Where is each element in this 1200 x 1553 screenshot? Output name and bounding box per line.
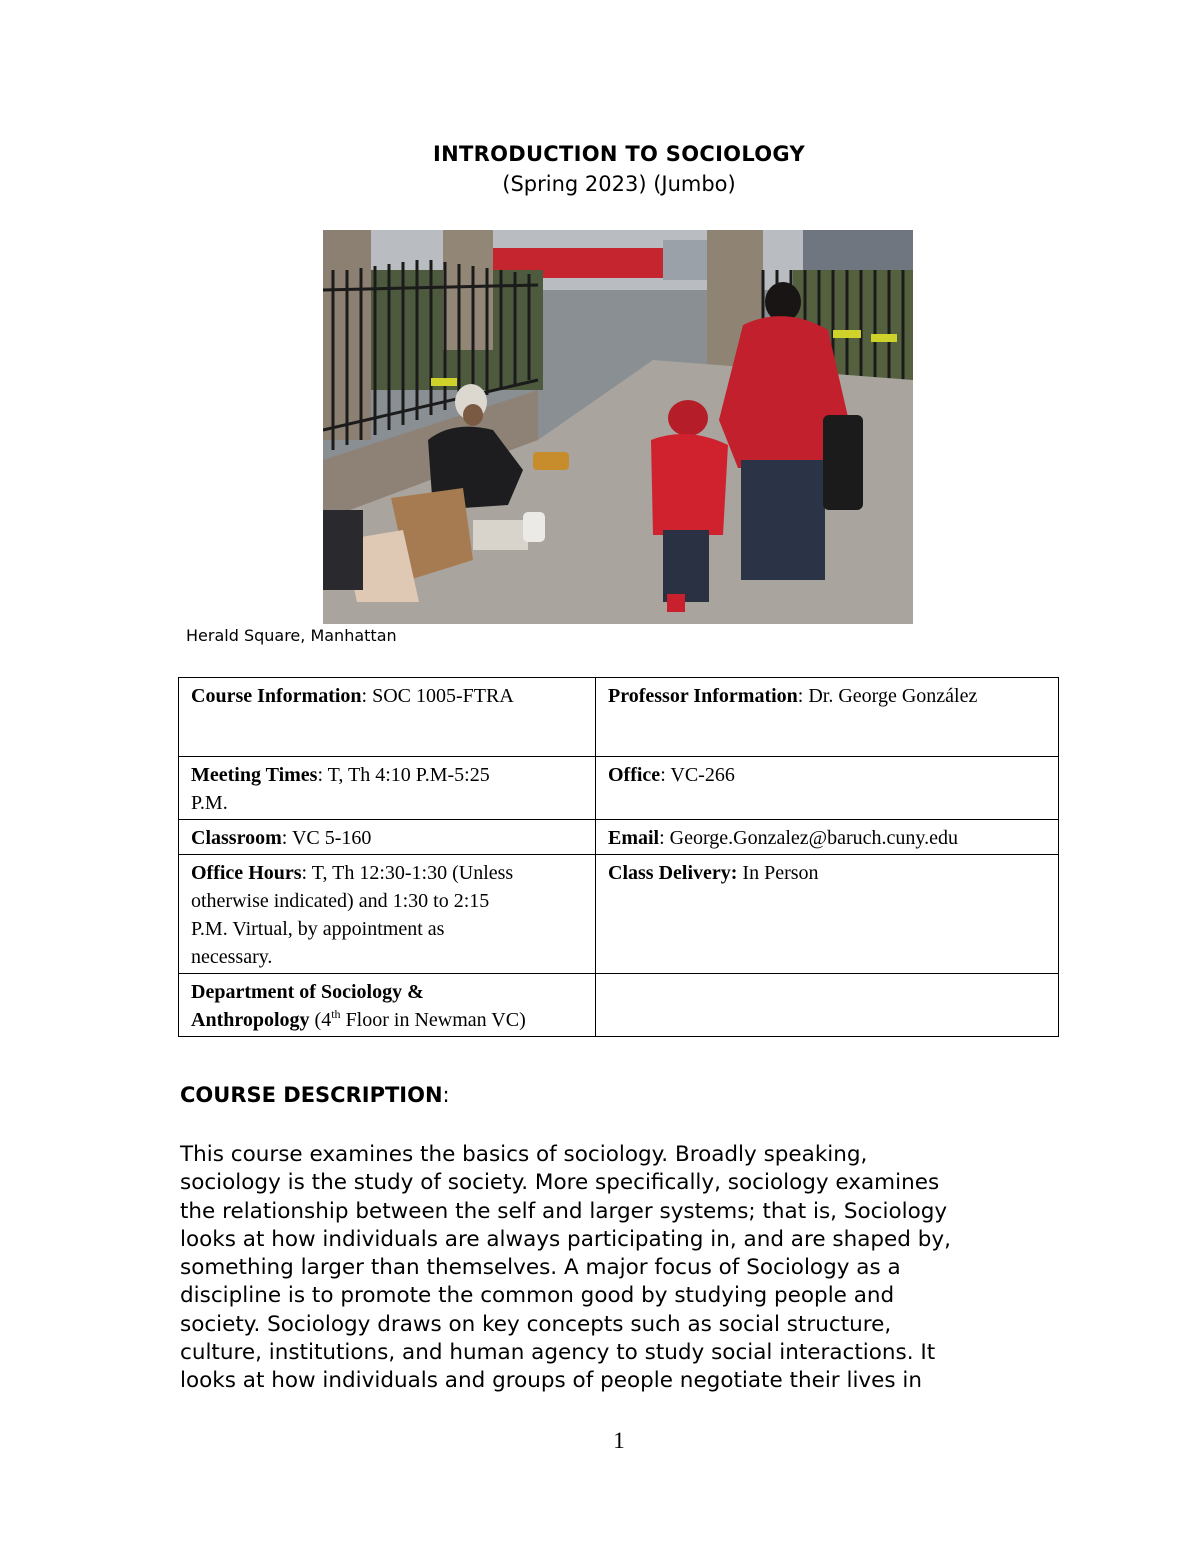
class-delivery-value: In Person — [737, 862, 819, 884]
course-information-cell — [179, 678, 596, 757]
office-hours-label: Office Hours — [191, 862, 302, 884]
paragraph-line: culture, institutions, and human agency to study social interactions. It — [180, 1340, 936, 1366]
email-value[interactable]: : George.Gonzalez@baruch.cuny.edu — [659, 827, 958, 849]
classroom-cell — [179, 820, 596, 855]
email-cell — [596, 820, 1059, 855]
document-title: INTRODUCTION TO SOCIOLOGY — [432, 142, 806, 166]
course-description-heading — [180, 1083, 450, 1107]
document-subtitle: (Spring 2023) (Jumbo) — [502, 172, 736, 196]
paragraph-line: the relationship between the self and larger systems; that is, Sociology — [180, 1198, 948, 1224]
ordinal-suffix: th — [331, 1007, 341, 1021]
office-hours-value: : T, Th 12:30-1:30 (Unless — [301, 862, 514, 884]
department-label: Department of Sociology & — [191, 981, 424, 1003]
heading-text: COURSE DESCRIPTION — [180, 1083, 443, 1107]
course-description-paragraph — [180, 1141, 1060, 1396]
professor-information-cell — [596, 678, 1059, 757]
office-hours-value-cont: otherwise indicated) and 1:30 to 2:15 — [191, 890, 490, 912]
photo-caption: Herald Square, Manhattan — [186, 626, 397, 645]
professor-information-value: : Dr. George González — [797, 685, 978, 707]
classroom-label: Classroom — [191, 827, 282, 849]
office-hours-value-cont: necessary. — [191, 946, 273, 968]
paragraph-line: sociology is the study of society. More specifically, sociology examines — [180, 1170, 940, 1196]
department-location-post: Floor in Newman VC) — [340, 1009, 526, 1031]
paragraph-line: society. Sociology draws on key concepts such as social structure, — [180, 1311, 892, 1337]
professor-information-label: Professor Information — [608, 685, 798, 707]
table-row — [179, 974, 1059, 1037]
office-hours-value-cont: P.M. Virtual, by appointment as — [191, 918, 445, 940]
table-row — [179, 678, 1059, 757]
meeting-times-label: Meeting Times — [191, 764, 318, 786]
office-cell — [596, 757, 1059, 820]
course-information-value: : SOC 1005-FTRA — [361, 685, 514, 707]
table-row — [179, 855, 1059, 974]
paragraph-line: something larger than themselves. A major focus of Sociology as a — [180, 1255, 901, 1281]
heading-colon: : — [442, 1083, 450, 1107]
herald-square-photo — [323, 230, 913, 624]
course-information-label: Course Information — [191, 685, 362, 707]
paragraph-line: This course examines the basics of sociology. Broadly speaking, — [180, 1142, 868, 1167]
classroom-value: : VC 5-160 — [281, 827, 372, 849]
paragraph-line: looks at how individuals are always participating in, and are shaped by, — [180, 1226, 951, 1252]
meeting-times-cell — [179, 757, 596, 820]
email-label: Email — [608, 827, 660, 849]
table-row — [179, 820, 1059, 855]
empty-cell — [596, 974, 1059, 1037]
office-label: Office — [608, 764, 661, 786]
class-delivery-label: Class Delivery: — [608, 862, 738, 884]
table-row — [179, 757, 1059, 820]
department-location-pre: (4 — [309, 1009, 332, 1031]
office-hours-cell — [179, 855, 596, 974]
meeting-times-value: : T, Th 4:10 P.M-5:25 — [317, 764, 490, 786]
page-number: 1 — [613, 1428, 625, 1453]
meeting-times-value-cont: P.M. — [191, 792, 228, 814]
department-cell — [179, 974, 596, 1037]
paragraph-line: discipline is to promote the common good by studying people and — [180, 1283, 895, 1309]
paragraph-line: looks at how individuals and groups of people negotiate their lives in — [180, 1368, 923, 1394]
department-label-cont: Anthropology — [191, 1009, 310, 1031]
office-value: : VC-266 — [660, 764, 735, 786]
class-delivery-cell — [596, 855, 1059, 974]
course-info-table — [178, 677, 1059, 1037]
